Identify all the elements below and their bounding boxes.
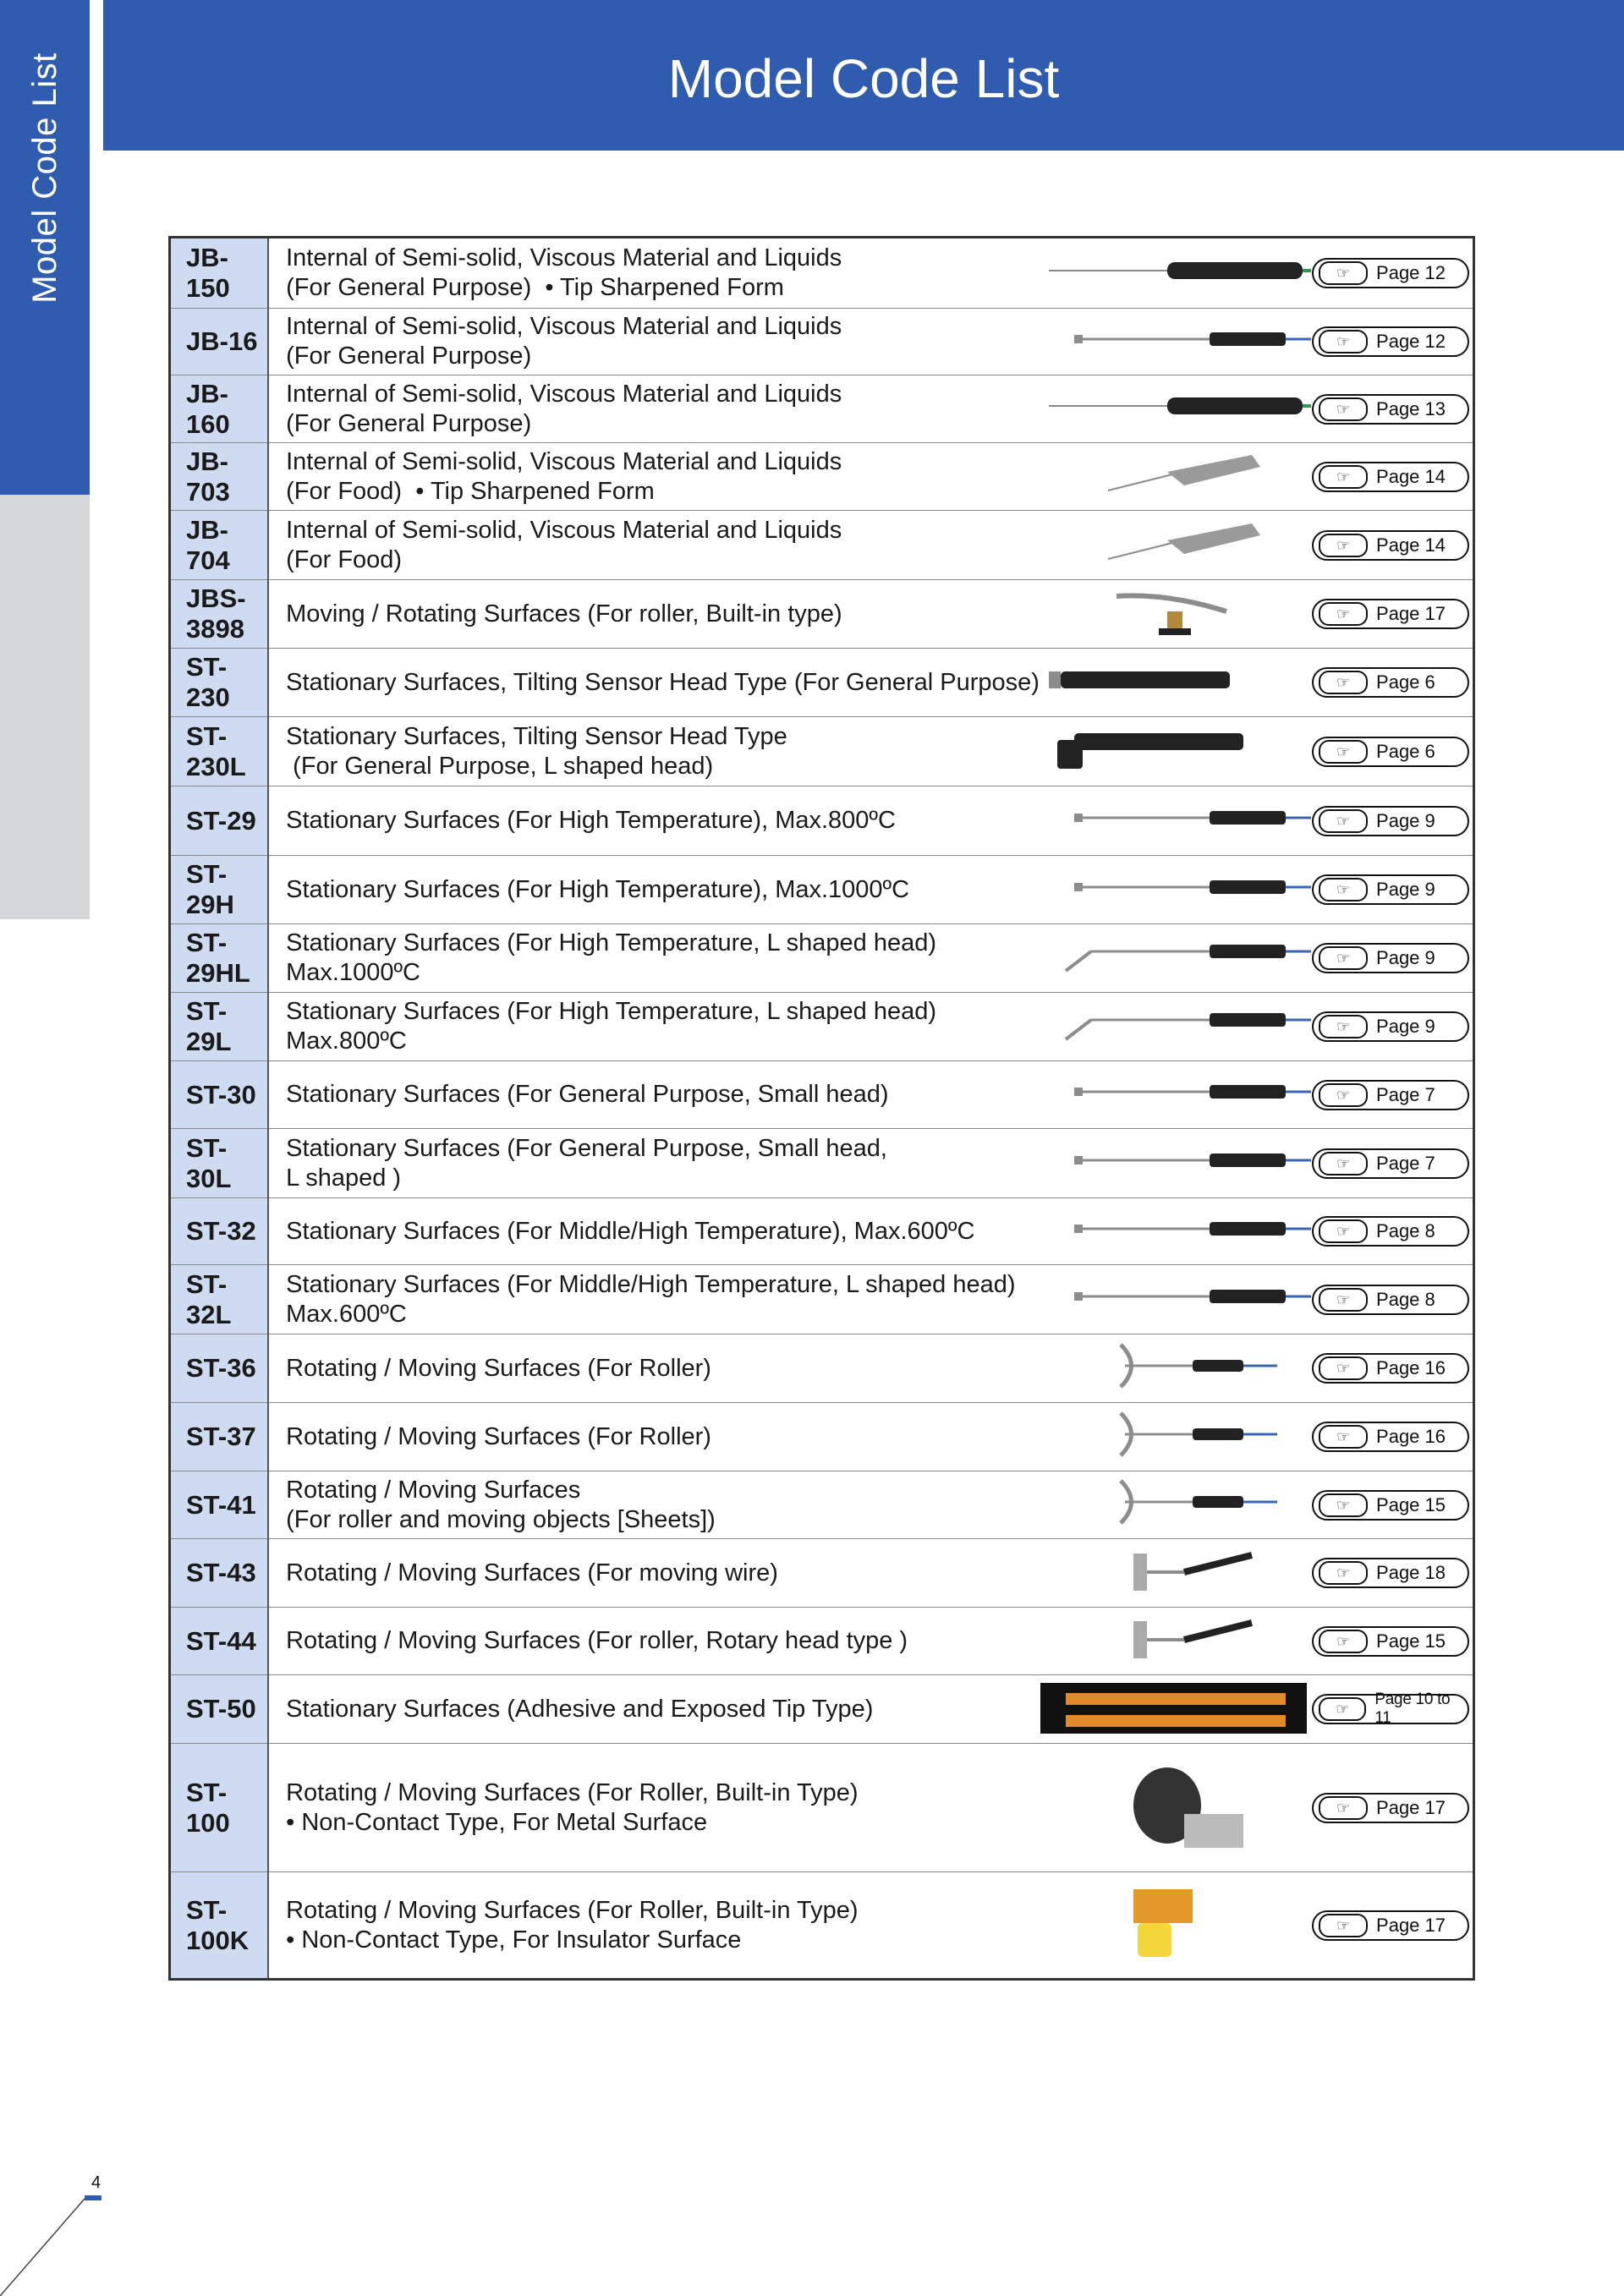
description-line: Max.1000ºC <box>286 959 421 986</box>
page-reference-cell <box>1312 443 1473 511</box>
header-banner <box>103 0 1624 151</box>
page-reference-cell <box>1312 1198 1473 1265</box>
model-description <box>268 580 1040 649</box>
table-row <box>170 786 1474 856</box>
table-row <box>170 1471 1474 1539</box>
pointing-hand-icon: ☞ <box>1319 1493 1368 1517</box>
page-link-label: Page 7 <box>1376 1083 1435 1105</box>
page-link-label: Page 6 <box>1376 671 1435 693</box>
pointing-hand-icon: ☞ <box>1319 397 1368 421</box>
product-image <box>1040 1539 1312 1608</box>
description-line: Rotating / Moving Surfaces (For Roller) <box>286 1354 711 1382</box>
probe-tilting-icon <box>1040 655 1311 707</box>
probe-handle-green-icon <box>1040 245 1311 298</box>
model-description <box>268 856 1040 924</box>
model-code: JB-703 <box>170 443 269 511</box>
pointing-hand-icon: ☞ <box>1319 1796 1368 1820</box>
side-tab-label: Model Code List <box>25 52 63 304</box>
page-link-label: Page 14 <box>1376 534 1446 556</box>
page-link-label: Page 9 <box>1376 947 1435 968</box>
product-image <box>1040 1334 1312 1403</box>
description-line: Internal of Semi-solid, Viscous Material and Liquids <box>286 516 842 544</box>
product-image <box>1040 1061 1312 1129</box>
page-link[interactable] <box>1312 1690 1469 1727</box>
page-link[interactable] <box>1312 943 1469 973</box>
page-link[interactable] <box>1312 874 1469 905</box>
probe-l-shaped-icon <box>1040 999 1311 1051</box>
table-row <box>170 1744 1474 1872</box>
table-row <box>170 309 1474 375</box>
table-row <box>170 580 1474 649</box>
table-row <box>170 511 1474 580</box>
description-line: Stationary Surfaces (For High Temperature, L shaped head) <box>286 998 937 1025</box>
description-line: • Non-Contact Type, For Metal Surface <box>286 1808 708 1836</box>
page-link-label: Page 17 <box>1376 1914 1446 1936</box>
probe-roller-icon <box>1040 1477 1311 1529</box>
page-reference-cell <box>1312 993 1473 1061</box>
model-code: ST-29 <box>170 786 269 856</box>
table-row <box>170 856 1474 924</box>
model-description <box>268 1539 1040 1608</box>
model-description <box>268 1334 1040 1403</box>
page-link[interactable] <box>1312 599 1469 629</box>
model-code: ST-100 <box>170 1744 269 1872</box>
pointing-hand-icon: ☞ <box>1319 740 1368 764</box>
page-link[interactable] <box>1312 394 1469 425</box>
probe-roller-icon <box>1040 1340 1311 1393</box>
pointing-hand-icon: ☞ <box>1319 1697 1366 1721</box>
probe-wire-icon <box>1040 1613 1311 1665</box>
product-image <box>1040 1403 1312 1471</box>
description-line: Rotating / Moving Surfaces (For Roller, Built-in Type) <box>286 1778 859 1806</box>
description-line: Rotating / Moving Surfaces (For moving wire) <box>286 1559 778 1586</box>
pointing-hand-icon: ☞ <box>1319 261 1368 285</box>
model-code: ST-32L <box>170 1265 269 1334</box>
page-reference-cell <box>1312 1403 1473 1471</box>
probe-builtin-icon <box>1040 586 1311 638</box>
description-line: Rotating / Moving Surfaces <box>286 1476 581 1504</box>
page-link-label: Page 18 <box>1376 1562 1446 1583</box>
model-description <box>268 375 1040 443</box>
page-link-label: Page 12 <box>1376 262 1446 283</box>
page-link[interactable] <box>1312 1148 1469 1179</box>
page-link[interactable] <box>1312 1011 1469 1042</box>
model-code: JB-160 <box>170 375 269 443</box>
description-line: Stationary Surfaces (For High Temperature), Max.1000ºC <box>286 875 910 903</box>
probe-adhesive-icon <box>1040 1681 1311 1734</box>
side-tab-grey <box>0 495 90 919</box>
page-reference-cell <box>1312 717 1473 786</box>
page-link[interactable] <box>1312 1080 1469 1110</box>
pointing-hand-icon: ☞ <box>1319 1356 1368 1380</box>
description-line: Moving / Rotating Surfaces (For roller, Built-in type) <box>286 600 842 627</box>
probe-handle-green-icon <box>1040 381 1311 433</box>
description-line: Rotating / Moving Surfaces (For roller, Rotary head type ) <box>286 1627 908 1654</box>
product-image <box>1040 511 1312 580</box>
description-line: (For Food) <box>286 545 403 573</box>
model-code: ST-43 <box>170 1539 269 1608</box>
description-line: Rotating / Moving Surfaces (For Roller) <box>286 1422 711 1450</box>
model-code: JBS-3898 <box>170 580 269 649</box>
table-row <box>170 443 1474 511</box>
product-image <box>1040 1744 1312 1872</box>
page-link-label: Page 16 <box>1376 1357 1446 1378</box>
model-description <box>268 1675 1040 1744</box>
page-reference-cell <box>1312 511 1473 580</box>
page-reference-cell <box>1312 1061 1473 1129</box>
model-description <box>268 1744 1040 1872</box>
pointing-hand-icon: ☞ <box>1319 1561 1368 1585</box>
page-link[interactable] <box>1312 1910 1469 1941</box>
model-description <box>268 649 1040 717</box>
pointing-hand-icon: ☞ <box>1319 946 1368 970</box>
table-row <box>170 1872 1474 1980</box>
product-image <box>1040 856 1312 924</box>
pointing-hand-icon: ☞ <box>1319 1083 1368 1107</box>
page-link[interactable] <box>1312 1626 1469 1657</box>
page-reference-cell <box>1312 1608 1473 1675</box>
product-image <box>1040 1129 1312 1198</box>
corner-decoration <box>0 2190 102 2296</box>
product-image <box>1040 1471 1312 1539</box>
product-image <box>1040 786 1312 856</box>
page-reference-cell <box>1312 649 1473 717</box>
product-image <box>1040 238 1312 309</box>
description-line: Stationary Surfaces (For High Temperature), Max.800ºC <box>286 807 896 834</box>
page-reference-cell <box>1312 375 1473 443</box>
sensor-noncontact-icon <box>1040 1755 1311 1856</box>
page-reference-cell <box>1312 1872 1473 1980</box>
model-description <box>268 786 1040 856</box>
pointing-hand-icon: ☞ <box>1319 534 1368 557</box>
page-link-label: Page 9 <box>1376 879 1435 900</box>
page-link[interactable] <box>1312 1422 1469 1452</box>
page-reference-cell <box>1312 1129 1473 1198</box>
probe-l-shaped-icon <box>1040 930 1311 983</box>
table-row <box>170 238 1474 309</box>
page-link-label: Page 15 <box>1376 1630 1446 1652</box>
probe-straight-icon <box>1040 792 1311 845</box>
page-link[interactable] <box>1312 1285 1469 1315</box>
page-link[interactable] <box>1312 806 1469 836</box>
product-image <box>1040 1198 1312 1265</box>
description-line: (For General Purpose, L shaped head) <box>286 752 714 780</box>
page-link-label: Page 16 <box>1376 1426 1446 1447</box>
description-line: (For General Purpose) • Tip Sharpened Form <box>286 274 784 301</box>
pointing-hand-icon: ☞ <box>1319 1219 1368 1243</box>
pointing-hand-icon: ☞ <box>1319 1015 1368 1038</box>
page-link[interactable] <box>1312 1353 1469 1384</box>
model-code: ST-30L <box>170 1129 269 1198</box>
description-line: Max.600ºC <box>286 1300 407 1328</box>
table-row <box>170 1265 1474 1334</box>
description-line: L shaped ) <box>286 1164 402 1192</box>
product-image <box>1040 924 1312 993</box>
page-reference-cell <box>1312 580 1473 649</box>
model-code: ST-29HL <box>170 924 269 993</box>
product-image <box>1040 993 1312 1061</box>
page-link[interactable] <box>1312 1793 1469 1823</box>
product-image <box>1040 443 1312 511</box>
pointing-hand-icon: ☞ <box>1319 1630 1368 1653</box>
pointing-hand-icon: ☞ <box>1319 1425 1368 1449</box>
page-reference-cell <box>1312 1471 1473 1539</box>
page-reference-cell <box>1312 1539 1473 1608</box>
probe-wire-icon <box>1040 1545 1311 1597</box>
probe-straight-icon <box>1040 314 1311 366</box>
page-link[interactable] <box>1312 1490 1469 1521</box>
description-line: Internal of Semi-solid, Viscous Material and Liquids <box>286 447 842 475</box>
table-row <box>170 1334 1474 1403</box>
product-image <box>1040 1675 1312 1744</box>
page-reference-cell <box>1312 1334 1473 1403</box>
model-code: ST-230 <box>170 649 269 717</box>
probe-roller-icon <box>1040 1409 1311 1461</box>
description-line: • Non-Contact Type, For Insulator Surface <box>286 1926 742 1954</box>
table-row <box>170 1198 1474 1265</box>
page-reference-cell <box>1312 309 1473 375</box>
page-link[interactable] <box>1312 1216 1469 1247</box>
model-description <box>268 309 1040 375</box>
description-line: Internal of Semi-solid, Viscous Material and Liquids <box>286 380 842 408</box>
probe-straight-icon <box>1040 1203 1311 1256</box>
sensor-noncontact-orange-icon <box>1040 1872 1311 1974</box>
description-line: (For General Purpose) <box>286 409 532 437</box>
product-image <box>1040 309 1312 375</box>
pointing-hand-icon: ☞ <box>1319 465 1368 489</box>
page-reference-cell <box>1312 238 1473 309</box>
probe-straight-icon <box>1040 1271 1311 1323</box>
model-code-table <box>168 236 1475 1981</box>
description-line: Stationary Surfaces, Tilting Sensor Head Type <box>286 722 787 750</box>
probe-straight-icon <box>1040 1066 1311 1119</box>
description-line: (For Food) • Tip Sharpened Form <box>286 477 655 505</box>
table-row <box>170 375 1474 443</box>
table-row <box>170 717 1474 786</box>
description-line: Stationary Surfaces (For Middle/High Temperature), Max.600ºC <box>286 1217 975 1245</box>
model-code: ST-29L <box>170 993 269 1061</box>
model-code: ST-37 <box>170 1403 269 1471</box>
product-image <box>1040 717 1312 786</box>
page-reference-cell <box>1312 1744 1473 1872</box>
table-row <box>170 1129 1474 1198</box>
probe-tilting-l-icon <box>1040 723 1311 775</box>
page-link[interactable] <box>1312 326 1469 357</box>
product-image <box>1040 1872 1312 1980</box>
pointing-hand-icon: ☞ <box>1319 1152 1368 1175</box>
page-link[interactable] <box>1312 667 1469 698</box>
page-reference-cell <box>1312 1675 1473 1744</box>
model-description <box>268 1403 1040 1471</box>
model-description <box>268 1608 1040 1675</box>
model-code: JB-150 <box>170 238 269 309</box>
model-description <box>268 1198 1040 1265</box>
description-line: Stationary Surfaces (For General Purpose, Small head) <box>286 1081 889 1108</box>
description-line: Internal of Semi-solid, Viscous Material and Liquids <box>286 313 842 340</box>
page-link-label: Page 10 to 11 <box>1374 1690 1451 1727</box>
table-row <box>170 924 1474 993</box>
model-description <box>268 1872 1040 1980</box>
product-image <box>1040 375 1312 443</box>
description-line: Rotating / Moving Surfaces (For Roller, Built-in Type) <box>286 1896 859 1924</box>
page-reference-cell <box>1312 1265 1473 1334</box>
page-reference-cell <box>1312 786 1473 856</box>
probe-straight-icon <box>1040 1135 1311 1187</box>
page-link[interactable] <box>1312 737 1469 767</box>
product-image <box>1040 1265 1312 1334</box>
page-link-label: Page 8 <box>1376 1288 1435 1310</box>
page-reference-cell <box>1312 856 1473 924</box>
probe-straight-icon <box>1040 862 1311 914</box>
pointing-hand-icon: ☞ <box>1319 602 1368 626</box>
page-title: Model Code List <box>667 48 1060 109</box>
model-code: ST-36 <box>170 1334 269 1403</box>
model-description <box>268 924 1040 993</box>
description-line: Stationary Surfaces (For General Purpose, Small head, <box>286 1134 887 1162</box>
table-row <box>170 649 1474 717</box>
table-row <box>170 1061 1474 1129</box>
page-reference-cell <box>1312 924 1473 993</box>
page-link-label: Page 9 <box>1376 1016 1435 1037</box>
model-description <box>268 1471 1040 1539</box>
page-link-label: Page 12 <box>1376 331 1446 352</box>
table-row <box>170 1539 1474 1608</box>
probe-food-icon <box>1040 448 1311 501</box>
page-link-label: Page 15 <box>1376 1493 1446 1515</box>
description-line: (For roller and moving objects [Sheets]) <box>286 1505 716 1533</box>
product-image <box>1040 580 1312 649</box>
model-code: ST-32 <box>170 1198 269 1265</box>
page-link-label: Page 6 <box>1376 740 1435 762</box>
product-image <box>1040 649 1312 717</box>
side-tab <box>0 0 90 495</box>
model-code: ST-50 <box>170 1675 269 1744</box>
pointing-hand-icon: ☞ <box>1319 1288 1368 1312</box>
model-code: ST-29H <box>170 856 269 924</box>
model-code: ST-100K <box>170 1872 269 1980</box>
page-link-label: Page 13 <box>1376 397 1446 419</box>
description-line: Stationary Surfaces (For Middle/High Temperature, L shaped head) <box>286 1270 1016 1298</box>
model-code: JB-16 <box>170 309 269 375</box>
pointing-hand-icon: ☞ <box>1319 671 1368 694</box>
table-row <box>170 1675 1474 1744</box>
description-line: Stationary Surfaces (Adhesive and Exposed Tip Type) <box>286 1695 874 1723</box>
description-line: Stationary Surfaces, Tilting Sensor Head Type (For General Purpose) <box>286 668 1040 696</box>
page-link[interactable] <box>1312 462 1469 492</box>
model-description <box>268 993 1040 1061</box>
pointing-hand-icon: ☞ <box>1319 878 1368 901</box>
probe-food-icon <box>1040 517 1311 569</box>
description-line: Stationary Surfaces (For High Temperature, L shaped head) <box>286 929 937 956</box>
page-link-label: Page 8 <box>1376 1220 1435 1241</box>
model-description <box>268 1061 1040 1129</box>
page-link[interactable] <box>1312 1558 1469 1588</box>
model-code: ST-44 <box>170 1608 269 1675</box>
table-row <box>170 993 1474 1061</box>
model-description <box>268 1129 1040 1198</box>
table-row <box>170 1608 1474 1675</box>
model-code: ST-30 <box>170 1061 269 1129</box>
page-link-label: Page 17 <box>1376 603 1446 624</box>
description-line: Internal of Semi-solid, Viscous Material and Liquids <box>286 244 842 271</box>
page-link-label: Page 14 <box>1376 465 1446 487</box>
page-link-label: Page 7 <box>1376 1152 1435 1174</box>
model-code: ST-230L <box>170 717 269 786</box>
page-number: 4 <box>91 2173 102 2192</box>
page-link-label: Page 9 <box>1376 809 1435 831</box>
model-code: ST-41 <box>170 1471 269 1539</box>
table-row <box>170 1403 1474 1471</box>
model-description <box>268 717 1040 786</box>
pointing-hand-icon: ☞ <box>1319 809 1368 833</box>
page-link[interactable] <box>1312 258 1469 288</box>
page-link[interactable] <box>1312 530 1469 561</box>
pointing-hand-icon: ☞ <box>1319 1914 1368 1937</box>
model-code: JB-704 <box>170 511 269 580</box>
model-description <box>268 1265 1040 1334</box>
model-description <box>268 443 1040 511</box>
model-description <box>268 238 1040 309</box>
page-link-label: Page 17 <box>1376 1796 1446 1818</box>
product-image <box>1040 1608 1312 1675</box>
model-description <box>268 511 1040 580</box>
pointing-hand-icon: ☞ <box>1319 330 1368 353</box>
description-line: (For General Purpose) <box>286 342 532 370</box>
description-line: Max.800ºC <box>286 1027 407 1055</box>
